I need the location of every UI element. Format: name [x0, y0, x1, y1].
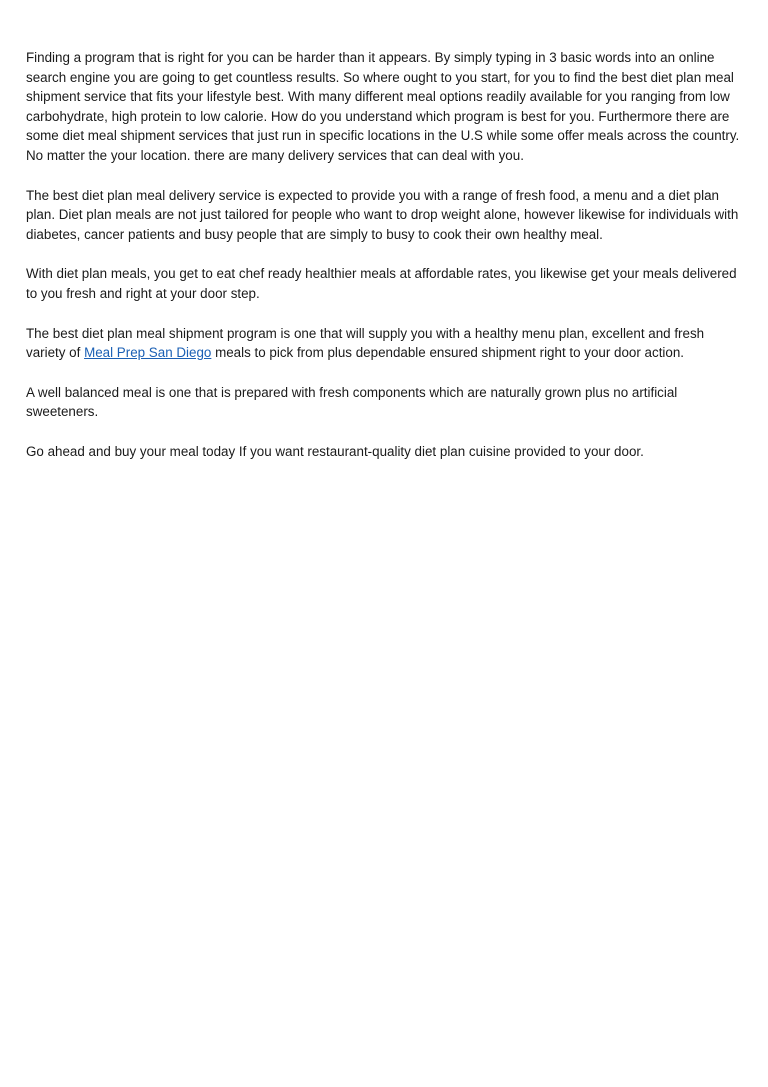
paragraph-4-text-after: meals to pick from plus dependable ensured shipment right to your door action. — [211, 345, 685, 361]
paragraph-1: Finding a program that is right for you can be harder than it appears. By simply typing in 3 basic words into an online search engine you are going to get countless results. So where ought to you start, for you to find the best diet plan meal shipment service that fits your lifestyle best. With many different meal options readily available for you ranging from low carbohydrate, high protein to low calorie. How do you understand which program is best for you. Furthermore there are some diet meal shipment services that just run in specific locations in the U.S while some offer meals across the country. No matter the your location. there are many delivery services that can deal with you. — [26, 50, 740, 163]
paragraph-2: The best diet plan meal delivery service is expected to provide you with a range of fresh food, a menu and a diet plan plan. Diet plan meals are not just tailored for people who want to drop weight alone, however likewise for individuals with diabetes, cancer patients and busy people that are simply to busy to cook their own healthy meal. — [26, 187, 739, 242]
paragraph-4 — [26, 324, 742, 363]
paragraph-6: Go ahead and buy your meal today If you want restaurant-quality diet plan cuisine provided to your door. — [26, 443, 644, 459]
paragraph-4-text-before: The best diet plan meal shipment program is one that will supply you with a healthy menu plan, excellent and fresh variety of — [26, 325, 705, 361]
paragraph-3: With diet plan meals, you get to eat chef ready healthier meals at affordable rates, you likewise get your meals delivered to you fresh and right at your door step. — [26, 266, 737, 301]
document-body — [26, 48, 742, 482]
meal-prep-san-diego-link[interactable]: Meal Prep San Diego — [84, 345, 212, 361]
paragraph-5: A well balanced meal is one that is prepared with fresh components which are naturally grown plus no artificial sweeteners. — [26, 384, 678, 420]
